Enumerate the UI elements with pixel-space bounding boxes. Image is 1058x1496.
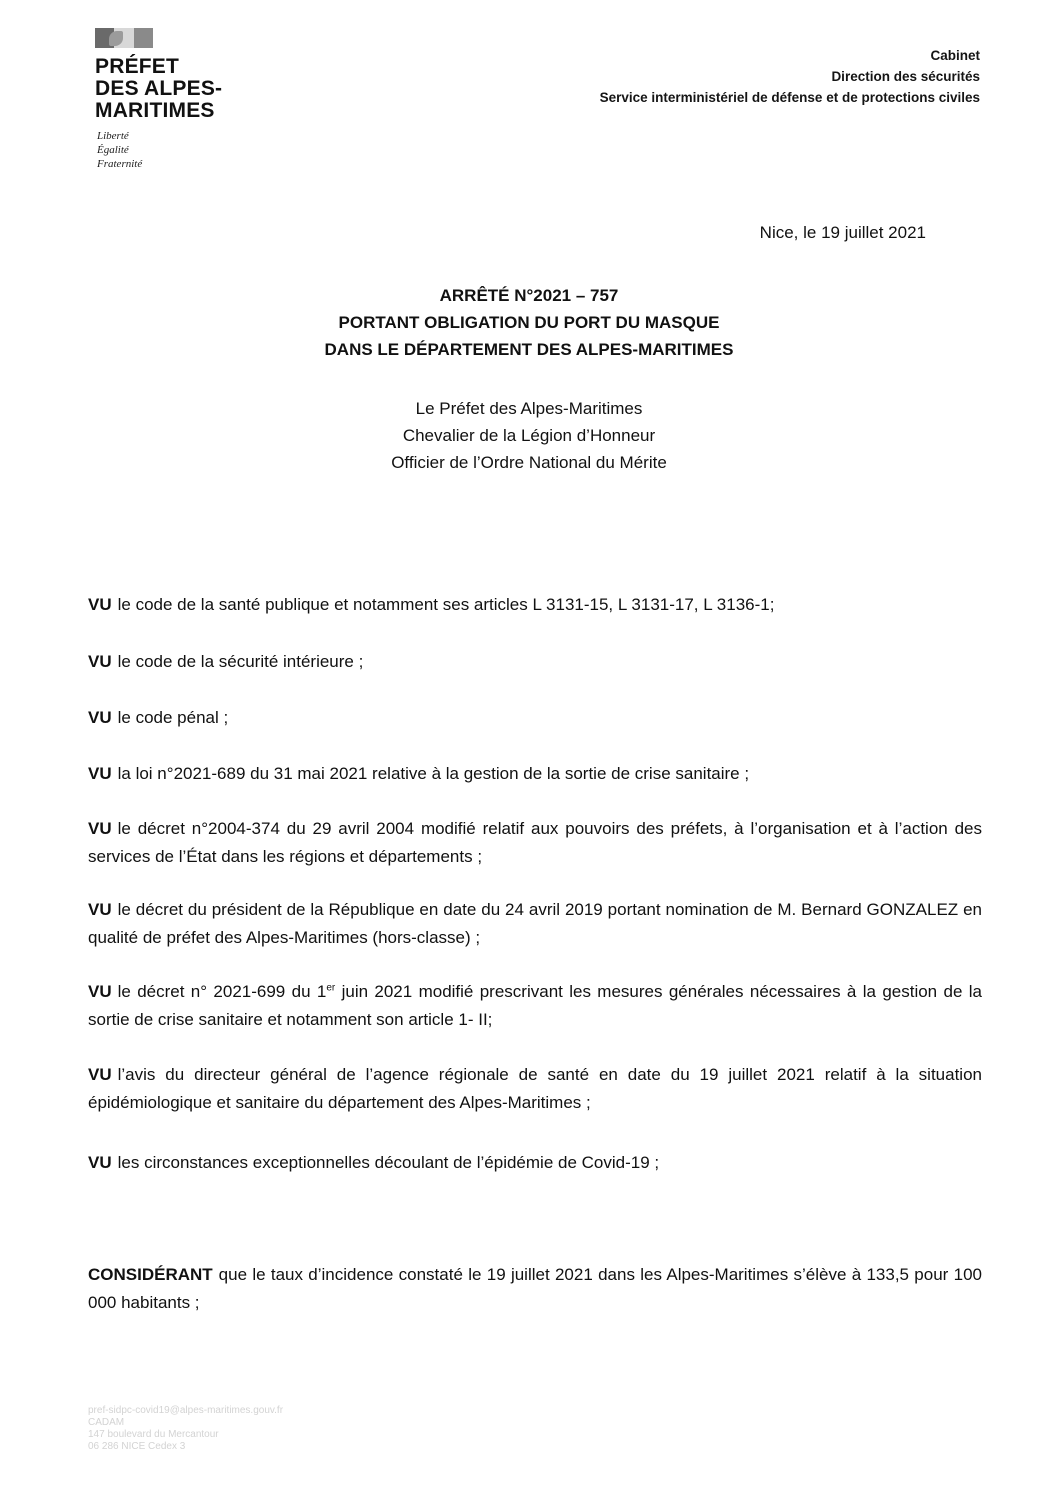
visa-label: VU [88,900,112,919]
considerant-paragraph [88,1261,982,1317]
visa-paragraph [88,760,982,788]
footer-line: pref-sidpc-covid19@alpes-maritimes.gouv.fr [88,1405,284,1416]
title-line: ARRÊTÉ N°2021 – 757 [439,286,619,305]
considerant-label: CONSIDÉRANT [88,1265,213,1284]
footer-line: 147 boulevard du Mercantour [88,1429,219,1440]
visa-text: le code de la sécurité intérieure ; [117,652,364,671]
visa-text: le code pénal ; [117,708,229,727]
visa-text: la loi n°2021-689 du 31 mai 2021 relative à la gestion de la sortie de crise sanitaire ; [117,764,750,783]
visa-text: le code de la santé publique et notamment ses articles L 3131-15, L 3131-17, L 3136-1; [117,595,775,614]
visa-paragraph [88,815,982,871]
visa-text: le décret n°2004-374 du 29 avril 2004 modifié relatif aux pouvoirs des préfets, à l’organisation et à l’action des services de l’État dans les régions et départements ; [88,819,982,866]
motto-line: Liberté [97,130,129,142]
visa-paragraph [88,978,982,1034]
visa-paragraph [88,648,982,676]
visa-paragraph [88,591,982,619]
header-line: Cabinet [930,48,980,63]
marianne-logo-icon [95,28,153,48]
prefecture-name-line: DES ALPES- [95,77,223,100]
signatory-line: Le Préfet des Alpes-Maritimes [415,399,643,418]
footer-line: CADAM [88,1417,125,1428]
footer-address [88,1405,283,1453]
prefecture-name [95,56,222,122]
visa-text: les circonstances exceptionnelles découlant de l’épidémie de Covid-19 ; [117,1153,660,1172]
visa-text: le décret du président de la République en date du 24 avril 2019 portant nomination de M. Bernard GONZALEZ en qualité de préfet des Alpes-Maritimes (hors-classe) ; [88,900,982,947]
visa-paragraph [88,704,982,732]
footer-line: 06 286 NICE Cedex 3 [88,1441,186,1452]
visa-text: l’avis du directeur général de l’agence régionale de santé en date du 19 juillet 2021 relatif à la situation épidémiologique et sanitaire du département des Alpes-Maritimes ; [88,1065,982,1112]
visa-label: VU [88,652,112,671]
prefecture-name-line: MARITIMES [95,99,215,122]
visa-text: juin 2021 modifié prescrivant les mesures générales nécessaires à la gestion de la sortie de crise sanitaire et notamment son article 1- II; [88,982,982,1029]
visa-text: le décret n° 2021-699 du 1 [117,982,327,1001]
header-line: Direction des sécurités [831,69,980,84]
document-date: Nice, le 19 juillet 2021 [759,223,926,242]
visa-superscript: er [326,982,336,994]
visa-label: VU [88,764,112,783]
title-line: DANS LE DÉPARTEMENT DES ALPES-MARITIMES [324,340,734,359]
signatory-line: Officier de l’Ordre National du Mérite [391,453,667,472]
prefecture-name-line: PRÉFET [95,55,180,78]
signatory-line: Chevalier de la Légion d’Honneur [402,426,656,445]
visa-label: VU [88,1065,112,1084]
visa-label: VU [88,708,112,727]
visa-label: VU [88,819,112,838]
title-line: PORTANT OBLIGATION DU PORT DU MASQUE [338,313,720,332]
visa-paragraph [88,896,982,952]
visa-paragraph [88,1061,982,1117]
decree-title [0,282,1058,363]
signatory-block [0,395,1058,476]
visa-label: VU [88,595,112,614]
considerant-text: que le taux d’incidence constaté le 19 juillet 2021 dans les Alpes-Maritimes s’élève à 133,5 pour 100 000 habitants ; [88,1265,982,1312]
visa-label: VU [88,1153,112,1172]
issuing-service-header [600,45,980,108]
motto-line: Fraternité [97,158,143,170]
republic-motto [97,129,142,171]
motto-line: Égalité [97,144,129,156]
visa-paragraph [88,1149,982,1177]
visa-label: VU [88,982,112,1001]
header-line: Service interministériel de défense et de protections civiles [599,90,980,105]
